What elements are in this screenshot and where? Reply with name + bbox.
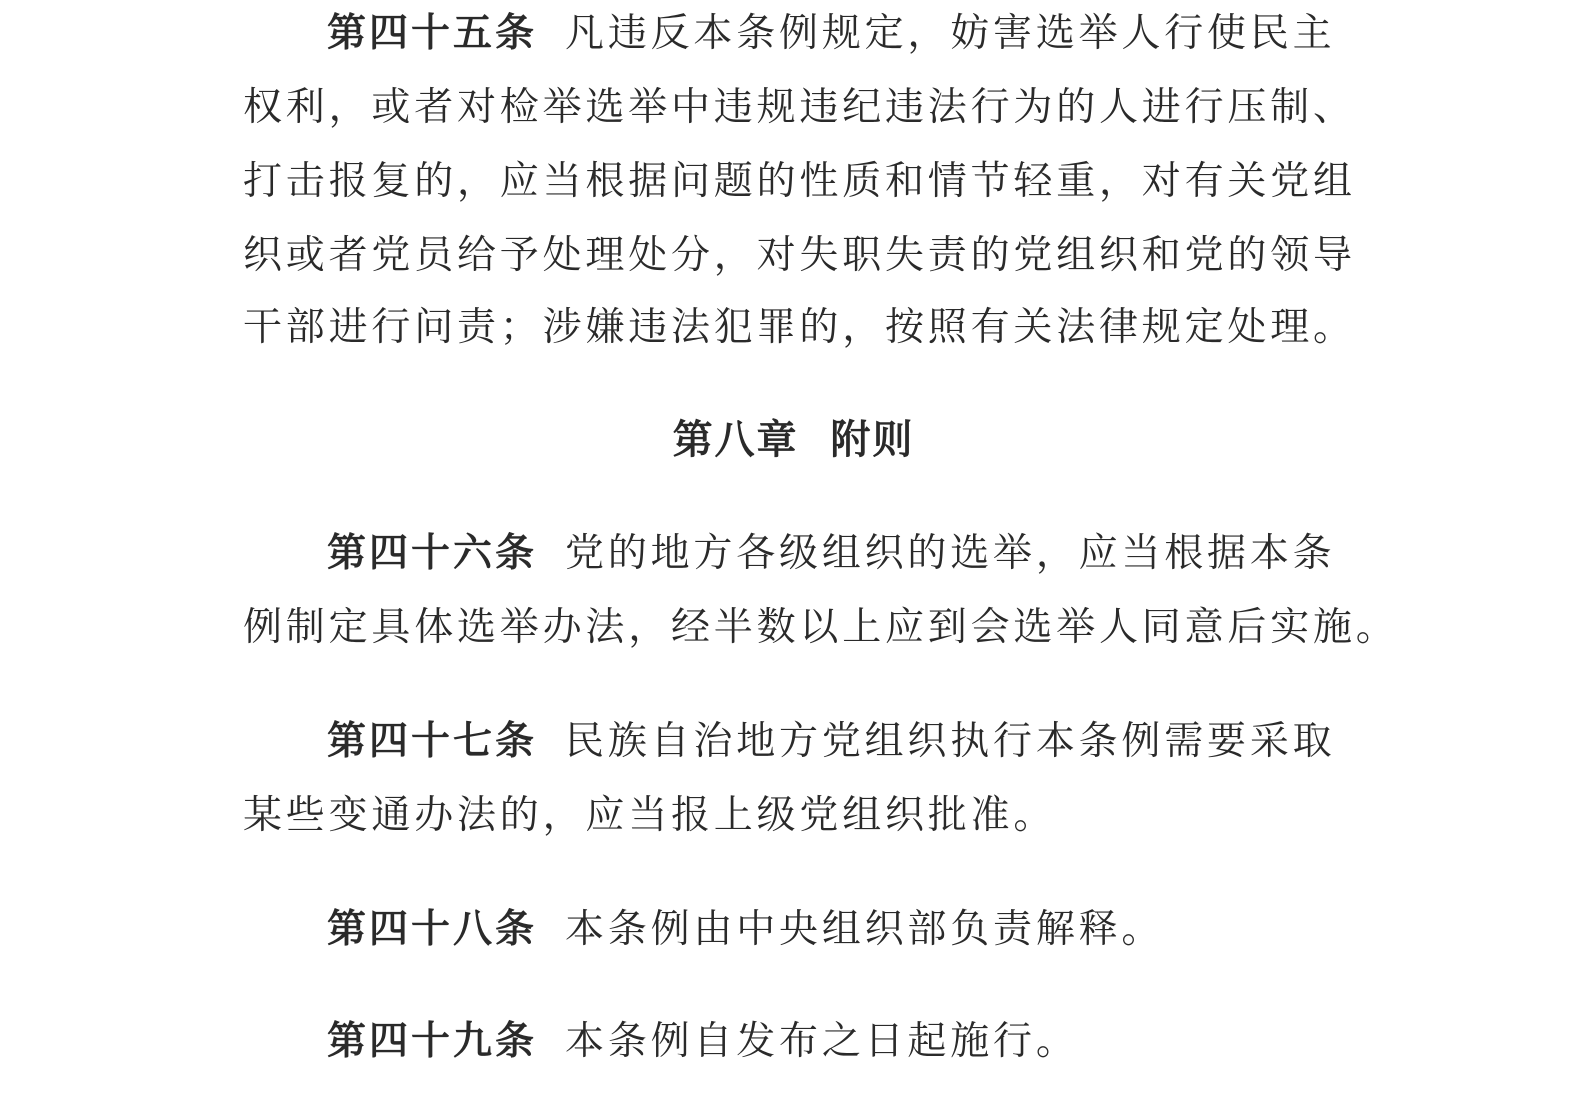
- article-45-text-line-4: 织或者党员给予处理处分，对失职失责的党组织和党的领导: [243, 233, 1356, 278]
- article-46-text-line-2: 例制定具体选举办法，经半数以上应到会选举人同意后实施。: [243, 605, 1399, 650]
- article-45-text-line-1: 凡违反本条例规定，妨害选举人行使民主: [565, 11, 1336, 56]
- article-47-label: 第四十七条: [327, 719, 538, 764]
- article-49-text-line-1: 本条例自发布之日起施行。: [565, 1019, 1079, 1064]
- article-47-text-line-2: 某些变通办法的，应当报上级党组织批准。: [243, 793, 1057, 838]
- article-45-text-line-5: 干部进行问责；涉嫌违法犯罪的，按照有关法律规定处理。: [243, 305, 1356, 350]
- article-45-text-line-3: 打击报复的，应当根据问题的性质和情节轻重，对有关党组: [243, 159, 1356, 204]
- article-49-label: 第四十九条: [327, 1019, 538, 1064]
- article-49-line: [327, 1016, 1447, 1068]
- article-47-first-line: [327, 716, 1447, 768]
- chapter-8-heading: 第八章 附则: [672, 417, 915, 463]
- article-45-label: 第四十五条: [327, 11, 538, 56]
- article-45-first-line: [327, 8, 1447, 60]
- article-47-text-line-1: 民族自治地方党组织执行本条例需要采取: [565, 719, 1336, 764]
- article-48-label: 第四十八条: [327, 907, 538, 952]
- article-48-line: [327, 904, 1447, 956]
- article-46-first-line: [327, 528, 1447, 580]
- article-46-label: 第四十六条: [327, 531, 538, 576]
- article-46-text-line-1: 党的地方各级组织的选举，应当根据本条: [565, 531, 1336, 576]
- article-48-text-line-1: 本条例由中央组织部负责解释。: [565, 907, 1165, 952]
- article-45-text-line-2: 权利，或者对检举选举中违规违纪违法行为的人进行压制、: [243, 85, 1356, 130]
